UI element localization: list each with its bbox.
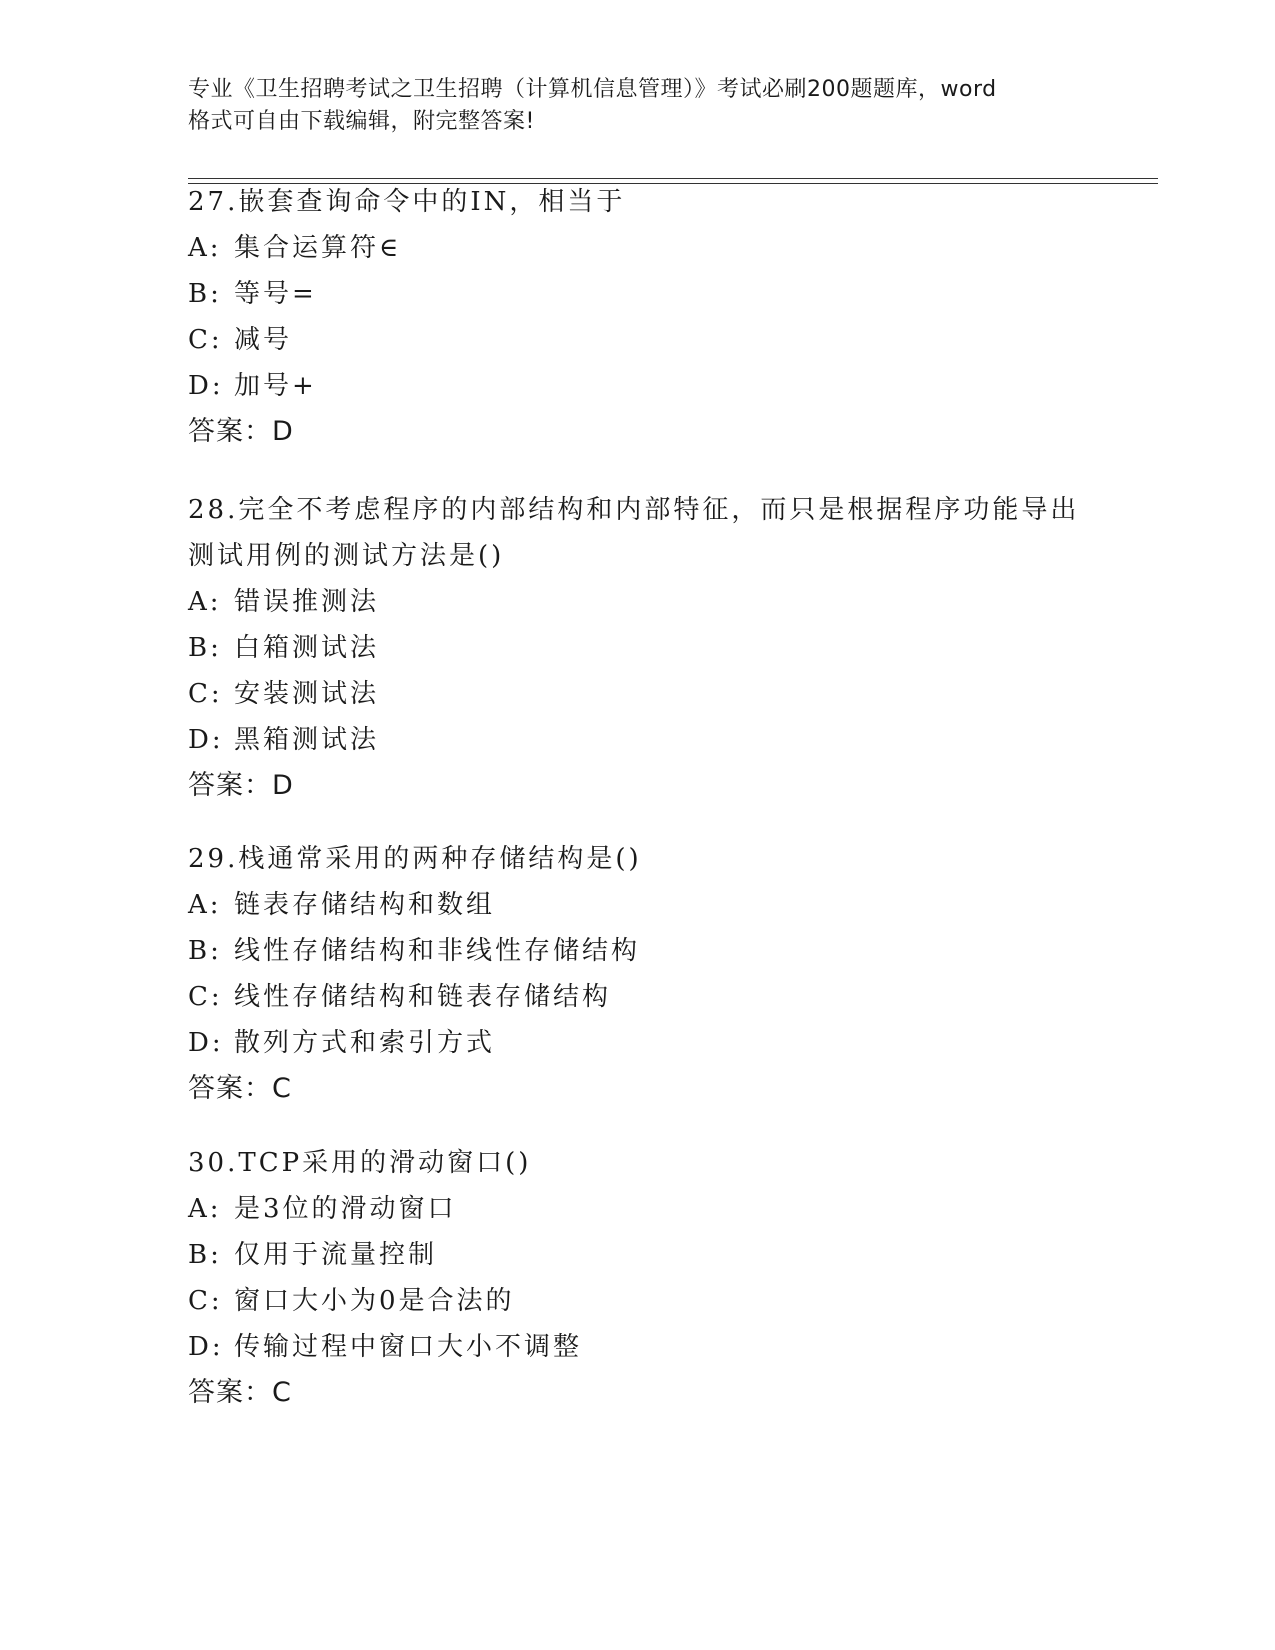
option-d <box>188 1020 1088 1066</box>
answer-text: 答案：D <box>188 416 294 447</box>
option-key: B: <box>188 1240 222 1270</box>
option-key: A: <box>188 233 222 263</box>
option-key: D: <box>188 725 224 755</box>
question-30 <box>188 1140 1088 1416</box>
option-key: D: <box>188 371 224 401</box>
option-text: 安装测试法 <box>234 679 380 709</box>
option-text: 仅用于流量控制 <box>234 1240 438 1270</box>
option-key: A: <box>188 587 222 617</box>
option-a <box>188 579 1088 625</box>
option-text: 链表存储结构和数组 <box>234 890 496 920</box>
question-27 <box>188 179 1088 455</box>
question-stem: 30.TCP采用的滑动窗口() <box>188 1148 532 1178</box>
option-a <box>188 1186 1088 1232</box>
option-key: C: <box>188 679 223 709</box>
option-key: B: <box>188 279 222 309</box>
question-stem: 27.嵌套查询命令中的IN，相当于 <box>188 187 626 217</box>
option-text: 加号+ <box>234 371 317 401</box>
option-key: C: <box>188 325 223 355</box>
option-text: 错误推测法 <box>234 587 380 617</box>
option-b <box>188 271 1088 317</box>
option-key: C: <box>188 1286 223 1316</box>
question-29 <box>188 836 1088 1112</box>
option-key: D: <box>188 1028 224 1058</box>
answer-text: 答案：D <box>188 770 294 801</box>
option-text: 等号= <box>234 279 317 309</box>
option-a <box>188 225 1088 271</box>
header-line-1: 专业《卫生招聘考试之卫生招聘（计算机信息管理）》考试必刷200题题库，word <box>188 77 997 102</box>
option-text: 集合运算符∈ <box>234 233 402 263</box>
option-c <box>188 1278 1088 1324</box>
question-stem-continued: 测试用例的测试方法是() <box>188 541 505 571</box>
option-text: 线性存储结构和链表存储结构 <box>234 982 612 1012</box>
option-key: C: <box>188 982 223 1012</box>
option-d <box>188 363 1088 409</box>
option-b <box>188 625 1088 671</box>
option-text: 传输过程中窗口大小不调整 <box>234 1332 583 1362</box>
option-key: B: <box>188 936 222 966</box>
option-key: A: <box>188 1194 222 1224</box>
option-a <box>188 882 1088 928</box>
option-b <box>188 1232 1088 1278</box>
option-key: A: <box>188 890 222 920</box>
option-text: 黑箱测试法 <box>234 725 380 755</box>
question-stem: 28.完全不考虑程序的内部结构和内部特征，而只是根据程序功能导出 <box>188 495 1080 525</box>
header-line-2: 格式可自由下载编辑，附完整答案! <box>188 109 535 134</box>
option-c <box>188 671 1088 717</box>
answer-text: 答案：C <box>188 1073 292 1104</box>
option-text: 白箱测试法 <box>234 633 380 663</box>
option-c <box>188 974 1088 1020</box>
option-b <box>188 928 1088 974</box>
option-text: 散列方式和索引方式 <box>234 1028 496 1058</box>
option-key: D: <box>188 1332 224 1362</box>
question-stem: 29.栈通常采用的两种存储结构是() <box>188 844 642 874</box>
option-c <box>188 317 1088 363</box>
option-key: B: <box>188 633 222 663</box>
option-text: 是3位的滑动窗口 <box>234 1194 457 1224</box>
option-text: 线性存储结构和非线性存储结构 <box>234 936 641 966</box>
option-d <box>188 1324 1088 1370</box>
document-header <box>188 74 1088 138</box>
option-d <box>188 717 1088 763</box>
option-text: 窗口大小为0是合法的 <box>234 1286 515 1316</box>
option-text: 减号 <box>234 325 293 355</box>
answer-text: 答案：C <box>188 1377 292 1408</box>
question-28 <box>188 487 1088 809</box>
